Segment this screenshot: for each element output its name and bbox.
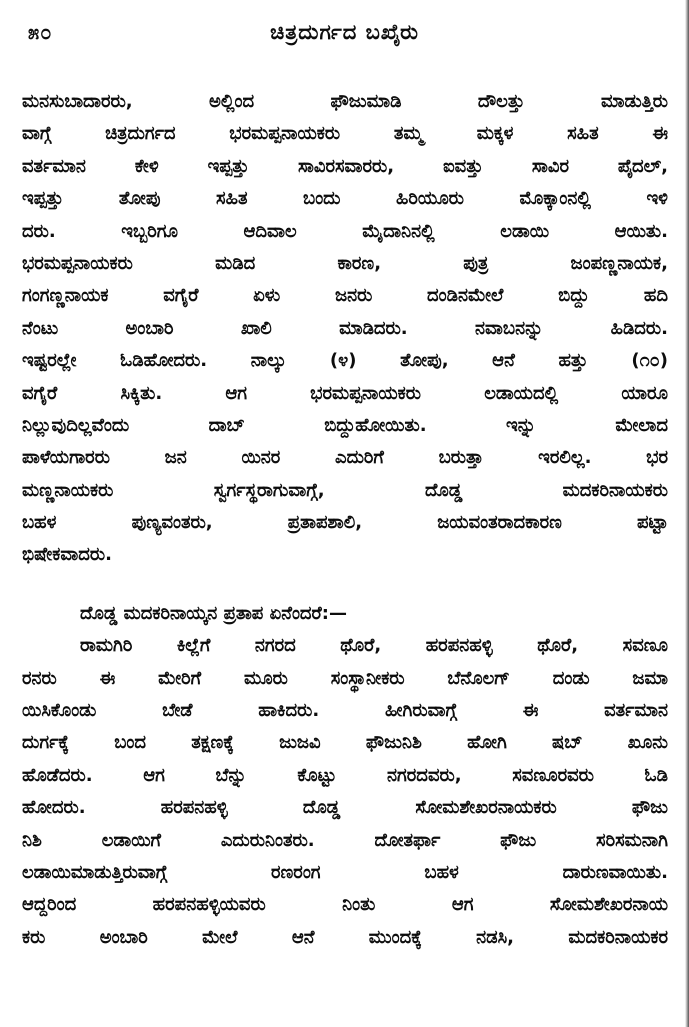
paragraph-2 [22,630,668,954]
text-line: ಪಾಳೆಯಗಾರರು ಜನ ಯಿನರ ಎದುರಿಗೆ ಬರುತ್ತಾ ಇರಲಿಲ್ಲ. ಭರ [22,447,668,469]
text-line: ಕರು ಅಂಬಾರಿ ಮೇಲೆ ಆನೆ ಮುಂದಕ್ಕೆ ನಡಸಿ, ಮದಕರಿನಾಯಕರ [22,926,668,948]
text-line: ಗಂಗಣ್ಣನಾಯಕ ವಗೈರೆ ಏಳು ಜನರು ದಂಡಿನಮೇಲೆ ಬಿದ್ದು ಹದಿ [22,285,668,307]
text-line: ಬಹಳ ಪುಣ್ಯವಂತರು, ಪ್ರತಾಪಶಾಲಿ, ಜಯವಂತರಾದಕಾರಣ ಪಟ್ಟಾ [22,512,668,534]
text-line: ದರು. ಇಬ್ಬರಿಗೂ ಆದಿವಾಲ ಮೈದಾನಿನಲ್ಲಿ ಲಡಾಯಿ ಆಯಿತು. [22,220,668,242]
page-header [28,14,661,54]
text-line: ನೆಂಟು ಅಂಬಾರಿ ಖಾಲಿ ಮಾಡಿದರು. ನವಾಬನನ್ನು ಹಿಡಿದರು. [22,317,668,339]
text-line: ದುರ್ಗಕ್ಕೆ ಬಂದ ತಕ್ಷಣಕ್ಕೆ ಜುಜವಿ ಫೌಜುನಿಶಿ ಹೋಗಿ ಷಬ್ ಖೂನು [22,732,668,754]
running-title: ಚಿತ್ರದುರ್ಗದ ಬಖೈರು [270,20,419,44]
text-line: ಇಪ್ಪತ್ತು ತೋಪು ಸಹಿತ ಬಂದು ಹಿರಿಯೂರು ಮೊಕ್ಕಾಂನಲ್ಲಿ ಇಳಿ [22,188,668,210]
text-line: ಆದ್ದರಿಂದ ಹರಪನಹಳ್ಳಿಯವರು ನಿಂತು ಆಗ ಸೋಮಶೇಖರನಾಯ [22,894,668,916]
text-line: ವಾಗ್ಗೆ ಚಿತ್ರದುರ್ಗದ ಭರಮಪ್ಪನಾಯಕರು ತಮ್ಮ ಮಕ್ಕಳ ಸಹಿತ ಈ [22,123,668,145]
page-number: ೫೦ [28,20,53,44]
body-text [22,86,668,954]
text-line: ಮಣ್ಣನಾಯಕರು ಸ್ವರ್ಗಸ್ಥರಾಗುವಾಗ್ಗೆ, ದೊಡ್ಡ ಮದಕರಿನಾಯಕರು [22,479,668,501]
text-line: ನಿಲ್ಲುವುದಿಲ್ಲವೆಂದು ದಾಬ್ ಬಿದ್ದುಹೋಯಿತು. ಇನ್ನು ಮೇಲಾದ [22,414,668,436]
text-line: ಹೋದರು. ಹರಪನಹಳ್ಳಿ ದೊಡ್ಡ ಸೋಮಶೇಖರನಾಯಕರು ಫೌಜು [22,797,668,819]
text-line: ಮನಸುಬಾದಾರರು, ಅಲ್ಲಿಂದ ಫೌಜುಮಾಡಿ ದೌಲತ್ತು ಮಾಡುತ್ತಿರು [22,91,668,112]
text-line: ಹೊಡೆದರು. ಆಗ ಬೆನ್ನು ಕೊಟ್ಟು ನಗರದವರು, ಸವಣೂರವರು ಓಡಿ [22,764,668,786]
paragraph-gap [22,572,668,598]
text-line: ಯಿಸಿಕೊಂಡು ಬೇಡೆ ಹಾಕಿದರು. ಹೀಗಿರುವಾಗ್ಗೆ ಈ ವರ್ತಮಾನ [22,700,668,722]
text-line: ರಾಮಗಿರಿ ಕಿಲ್ಲೆಗೆ ನಗರದ ಥೊರೆ, ಹರಪನಹಳ್ಳಿ ಥೊರೆ, ಸವಣೂ [80,635,668,657]
text-line: ಭಿಷೇಕವಾದರು. [22,544,112,566]
text-line: ಲಡಾಯಿಮಾಡುತ್ತಿರುವಾಗ್ಗೆ ರಣರಂಗ ಬಹಳ ದಾರುಣವಾಯಿತು. [22,861,668,883]
text-line: ವರ್ತಮಾನ ಕೇಳಿ ಇಪ್ಪತ್ತು ಸಾವಿರಸವಾರರು, ಐವತ್ತು ಸಾವಿರ ಪೈದಲ್, [22,155,668,177]
text-line: ನಿಶಿ ಲಡಾಯಿಗೆ ಎದುರುನಿಂತರು. ದೋತರ್ಫಾ ಫೌಜು ಸರಿಸಮನಾಗಿ [22,829,668,851]
text-line: ರನರು ಈ ಮೇರಿಗೆ ಮೂರು ಸಂಸ್ಥಾನೀಕರು ಬೆನೊಲಗ್ ದಂಡು ಜಮಾ [22,667,668,689]
page-edge-shadow [685,0,689,1027]
text-line: ವಗೈರೆ ಸಿಕ್ಕಿತು. ಆಗ ಭರಮಪ್ಪನಾಯಕರು ಲಡಾಯದಲ್ಲಿ ಯಾರೂ [22,382,668,404]
text-line: ಇಷ್ಟರಲ್ಲೇ ಓಡಿಹೋದರು. ನಾಲ್ಕು (೪) ತೋಪು, ಆನೆ ಹತ್ತು (೧೦) [22,350,668,372]
text-line: ಭರಮಪ್ಪನಾಯಕರು ಮಡಿದ ಕಾರಣ, ಪುತ್ರ ಜಂಪಣ್ಣನಾಯಕ, [22,252,668,274]
section-heading: ದೊಡ್ಡ ಮದಕರಿನಾಯ್ಕನ ಪ್ರತಾಪ ಏನೆಂದರೆ:— [80,602,347,624]
paragraph-1 [22,86,668,572]
